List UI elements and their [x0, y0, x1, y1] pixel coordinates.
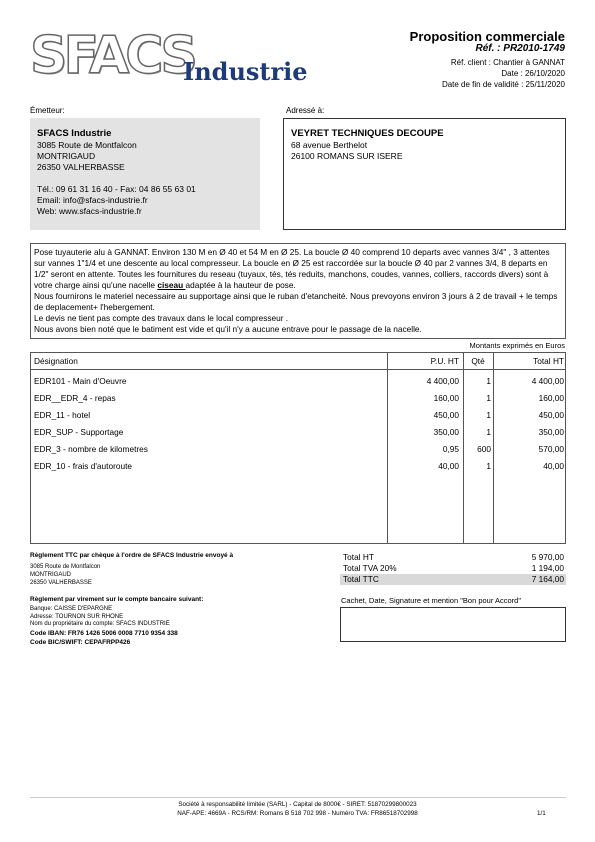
total-tva-label: Total TVA 20% [343, 563, 397, 573]
row-label: repas [94, 393, 116, 403]
cheque-address3: 26350 VALHERBASSE [30, 580, 92, 586]
cheque-title: Règlement TTC par chèque à l'ordre de SFACS Industrie envoyé à [30, 552, 234, 559]
total-ht-label: Total HT [343, 552, 374, 562]
description-p1 [34, 247, 562, 291]
table-header [31, 353, 565, 370]
row-separator: - [65, 461, 73, 471]
iban: Code IBAN: FR76 1426 5006 0008 7710 9354 338 [30, 630, 178, 637]
document-date: Date : 26/10/2020 [501, 69, 565, 78]
description-p2: Nous fournirons le materiel necessaire au supportage ainsi que le ruban d'etancheité. Nous prevoyons environ 3 jours à 2 de travail + le temps de deplacement+ l'hebergement. [34, 291, 558, 312]
header-qty: Qté [471, 356, 485, 366]
emitter-web: Web: www.sfacs-industrie.fr [37, 206, 142, 216]
emitter-label: Émetteur: [30, 106, 65, 115]
signature-box[interactable] [340, 607, 566, 642]
amounts-note: Montants exprimés en Euros [469, 341, 565, 350]
row-total: 450,00 [538, 410, 564, 420]
emitter-name: SFACS Industrie [37, 128, 112, 139]
row-code: EDR__EDR_4 [34, 393, 88, 403]
total-ttc-value: 7 164,00 [531, 574, 564, 584]
table-row [31, 458, 565, 475]
account-owner: Nom du propriétaire du compte: SFACS INDUSTRIE [30, 621, 170, 627]
header-pu: P.U. HT [430, 356, 459, 366]
row-designation [34, 427, 123, 437]
row-total: 4 400,00 [531, 376, 564, 386]
emitter-phone: Tél.: 09 61 31 16 40 - Fax: 04 86 55 63 01 [37, 184, 196, 194]
total-ht-value: 5 970,00 [531, 552, 564, 562]
row-designation [34, 444, 148, 454]
footer-divider [30, 797, 566, 798]
row-qty: 1 [486, 461, 491, 471]
items-table [30, 352, 566, 544]
row-label: nombre de kilometres [68, 444, 148, 454]
client-address2: 26100 ROMANS SUR ISERE [291, 151, 403, 161]
row-label: hotel [72, 410, 91, 420]
emitter-box [30, 118, 260, 230]
table-row [31, 424, 565, 441]
row-separator: - [65, 376, 73, 386]
row-pu: 4 400,00 [426, 376, 459, 386]
bank-address: Adresse: TOURNON SUR RHONE [30, 613, 124, 620]
row-pu: 160,00 [433, 393, 459, 403]
row-separator: - [87, 393, 95, 403]
row-separator: - [60, 444, 69, 454]
transfer-title: Règlement par virement sur le compte bancaire suivant: [30, 596, 204, 603]
description-p1-underlined: ciseau [157, 280, 186, 290]
row-code: EDR_SUP [34, 427, 74, 437]
emitter-address2: MONTRIGAUD [37, 151, 96, 161]
document-ref: Réf. : PR2010-1749 [475, 43, 565, 54]
table-row [31, 407, 565, 424]
row-qty: 600 [477, 444, 491, 454]
logo-text: Industrie [183, 57, 308, 86]
row-qty: 1 [486, 427, 491, 437]
row-designation [34, 410, 90, 420]
emitter-address1: 3085 Route de Montfalcon [37, 140, 137, 150]
footer-line2: NAF-APE: 4669A - RCS/RM: Romans B 518 702 998 - Numéro TVA: FR86518702998 [177, 810, 418, 817]
row-designation [34, 393, 116, 403]
client-box [283, 118, 566, 230]
total-ht-row [340, 552, 566, 563]
client-ref: Réf. client : Chantier à GANNAT [450, 58, 565, 67]
document-title: Proposition commerciale [409, 29, 565, 44]
emitter-address3: 26350 VALHERBASSE [37, 162, 125, 172]
cheque-address [30, 563, 100, 587]
table-row [31, 390, 565, 407]
row-pu: 450,00 [433, 410, 459, 420]
row-qty: 1 [486, 393, 491, 403]
row-separator: - [64, 410, 73, 420]
logo-mark: SFACS [30, 26, 194, 86]
row-pu: 0,95 [442, 444, 459, 454]
page-number: 1/1 [537, 810, 546, 817]
row-code: EDR101 [34, 376, 66, 386]
table-row [31, 441, 565, 458]
header-total: Total HT [533, 356, 564, 366]
table-row [31, 373, 565, 390]
row-qty: 1 [486, 410, 491, 420]
description-p1-end: adaptée à la hauteur de pose. [185, 280, 296, 290]
total-tva-row [340, 563, 566, 574]
row-pu: 350,00 [433, 427, 459, 437]
client-label: Adressé à: [286, 106, 325, 115]
row-label: Supportage [80, 427, 124, 437]
row-label: frais d'autoroute [72, 461, 132, 471]
bic: Code BIC/SWIFT: CEPAFRPP426 [30, 639, 131, 646]
row-total: 40,00 [543, 461, 564, 471]
row-total: 570,00 [538, 444, 564, 454]
total-ttc-label: Total TTC [343, 574, 379, 584]
description-box [30, 243, 566, 339]
bank-name: Banque: CAISSE D'EPARGNE [30, 606, 113, 612]
row-designation [34, 376, 126, 386]
description-p3: Le devis ne tient pas compte des travaux dans le local compresseur . [34, 313, 289, 323]
row-code: EDR_10 [34, 461, 66, 471]
emitter-email: Email: info@sfacs-industrie.fr [37, 195, 148, 205]
row-code: EDR_3 [34, 444, 61, 454]
row-label: Main d'Oeuvre [72, 376, 127, 386]
footer-line1: Société à responsabilité limitée (SARL) - Capital de 8000€ - SIRET: 51870299800023 [178, 801, 417, 808]
row-total: 160,00 [538, 393, 564, 403]
row-separator: - [73, 427, 81, 437]
description-p1-text: Pose tuyauterie alu à GANNAT. Environ 130 M en Ø 40 et 54 M en Ø 25. La boucle Ø 40 comprend 10 departs avec vannes 3/4" , 3 attentes sur vannes 1"1/4 et une descente au local compresseur. La boucle en Ø 25 est raccordée sur la boucle Ø 40 par 2 vannes 3/4, 8 departs en 1/2" seront en attente. Toutes les fournitures du reseau (tuyaux, tés, tés reduits, manchons, coudes, vannes, colliers, raccords divers) sont à votre charge ainsi qu'une nacelle [34, 247, 550, 290]
row-total: 350,00 [538, 427, 564, 437]
total-ttc-row [340, 574, 566, 585]
row-pu: 40,00 [438, 461, 459, 471]
row-designation [34, 461, 132, 471]
row-qty: 1 [486, 376, 491, 386]
cheque-address2: MONTRIGAUD [30, 572, 71, 578]
total-tva-value: 1 194,00 [531, 563, 564, 573]
cheque-address1: 3085 Route de Montfalcon [30, 564, 101, 570]
description-p4: Nous avons bien noté que le batiment est vide et qu'il n'y a aucune entrave pour le passage de la nacelle. [34, 324, 422, 334]
client-address1: 68 avenue Berthelot [291, 140, 368, 150]
signature-label: Cachet, Date, Signature et mention "Bon pour Accord" [341, 596, 522, 605]
bank-details [30, 606, 170, 629]
row-code: EDR_11 [34, 410, 65, 420]
client-name: VEYRET TECHNIQUES DECOUPE [291, 128, 444, 139]
header-designation: Désignation [34, 356, 78, 366]
validity-date: Date de fin de validité : 25/11/2020 [441, 80, 565, 89]
